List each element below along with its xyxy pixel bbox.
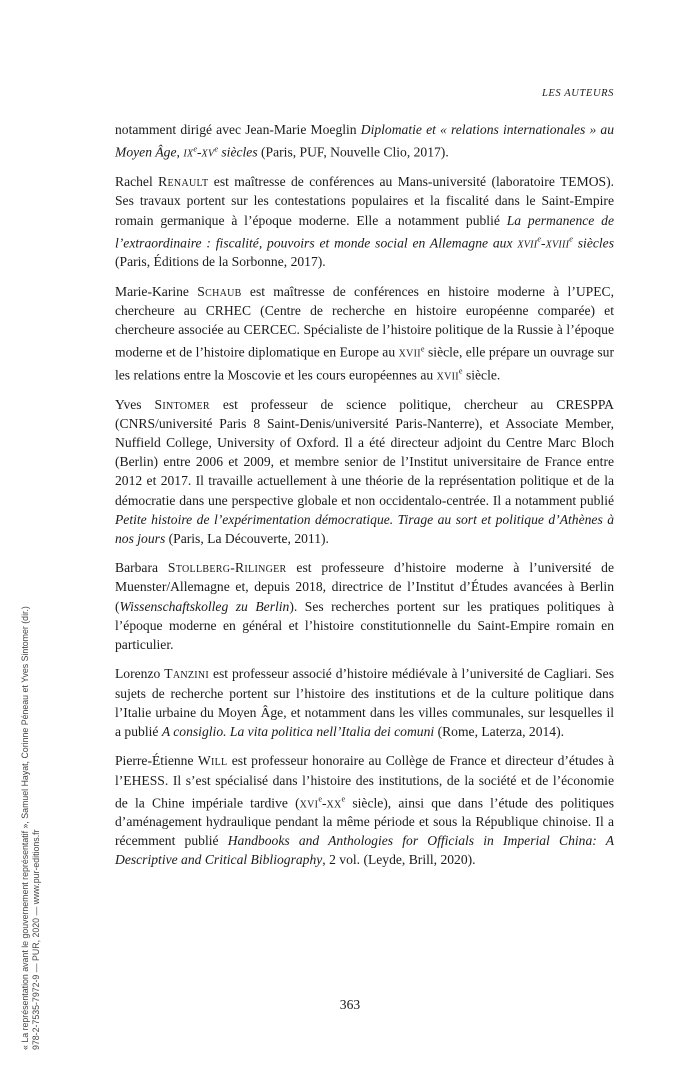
entry-text: est professeur associé d’histoire médiévale à l’université de Cagliari. Ses sujets de recherche portent sur l’histoire des institutions et de la culture politique dans l’Italie urbaine du Moyen Âge, et notamment dans les villes communales, sur lesquelles il a publié (115, 666, 615, 739)
author-surname: Renault (158, 174, 209, 190)
page-number: 363 (339, 997, 361, 1012)
author-surname: Tanzini (164, 666, 210, 682)
author-entry (115, 172, 614, 271)
italic-title: Wissenschaftskolleg zu Berlin (119, 598, 290, 614)
author-entry (115, 751, 614, 869)
entry-text: est professeur honoraire au Collège de France et directeur d’études à l’EHESS. Il s’est spécialisé dans l’histoire des institutions, de la société et de l’économie de la Chine impériale tardive ( (115, 753, 615, 811)
entry-text: siècle. (462, 367, 501, 383)
running-head: LES AUTEURS (541, 88, 614, 99)
entry-text: Marie-Karine (115, 283, 198, 299)
sidebar-isbn: 978-2-7535-7972-9 — PUR, 2020 — www.pur-editions.fr (31, 829, 41, 1050)
entry-text: Pierre-Étienne (115, 753, 198, 769)
italic-title: xviii (545, 235, 570, 251)
italic-title: xvii (517, 235, 538, 251)
entry-text: est maîtresse de conférences en histoire moderne à l’UPEC, chercheure au CRHEC (Centre de recherche en histoire européenne comparée) et chercheure associée au CERCEC. Spécialiste de l’histoire politique de la Russie à l’époque moderne et de l’histoire diplomatique en Europe au (115, 283, 615, 360)
entry-text: (Paris, PUF, Nouvelle Clio, 2017). (257, 144, 449, 160)
entry-text: notamment dirigé avec Jean-Marie Moeglin (115, 122, 361, 137)
entry-text: est professeure d’histoire moderne à l’université de Muenster/Allemagne et, depuis 2018, directrice de l’Institut d’Études avancées à Berlin ( (115, 560, 614, 614)
superscript: e (537, 234, 542, 244)
author-surname: xvi (299, 795, 319, 811)
authors-list (115, 120, 614, 880)
superscript: e (341, 794, 346, 804)
entry-text: (Paris, La Découverte, 2011). (165, 530, 329, 546)
superscript: e (458, 366, 463, 376)
superscript: e (420, 344, 425, 354)
entry-text: Rachel (115, 174, 159, 190)
italic-title: Diplomatie et « relations internationales » au Moyen Âge, (115, 122, 614, 160)
italic-title: - (197, 144, 202, 160)
italic-title: xv (201, 144, 215, 160)
italic-title: siècles (572, 235, 614, 251)
italic-title: - (541, 235, 546, 251)
entry-text: est professeur de science politique, chercheur au CRESPPA (CNRS/université Paris 8 Saint-Denis/université Paris-Nanterre), et Associate Member, Nuffield College, University of Oxford. Il a été directeur adjoint du Centre Marc Bloch (Berlin) entre 2006 et 2009, et membre senior de l’Institut universitaire de France entre 2012 et 2017. Il travaille actuellement à une théorie de la représentation politique et de la démocratie dans une perspective globale et non occidentalo-centrée. Il a notamment publié (115, 397, 614, 508)
author-entry (115, 282, 614, 385)
entry-text: - (321, 795, 327, 811)
superscript: e (318, 794, 322, 804)
entry-text: (Paris, Éditions de la Sorbonne, 2017). (115, 254, 326, 270)
entry-text: est maîtresse de conférences au Mans-université (laboratoire TEMOS). Ses travaux portent sur les contestations populaires et la fiscalité dans le Saint-Empire romain germanique à l’époque moderne. Elle a notamment publié (115, 174, 614, 228)
entry-text: (Rome, Laterza, 2014). (434, 723, 565, 739)
author-surname: Sintomer (154, 397, 210, 413)
superscript: e (214, 144, 218, 154)
entry-text: siècle, elle prépare un ouvrage sur les relations entre la Moscovie et les cours européennes au (115, 344, 614, 383)
sidebar-citation: « La représentation avant le gouvernement représentatif », Samuel Hayat, Corinne Péneau et Yves Sintomer (dir.) (20, 606, 30, 1050)
italic-title: A consiglio. La vita politica nell’Italia dei comuni (161, 723, 435, 739)
author-entry (115, 395, 614, 548)
author-entry (115, 664, 614, 740)
superscript: e (193, 144, 197, 154)
italic-title: ix (183, 144, 194, 160)
publication-sidebar (20, 490, 42, 1050)
italic-title: Petite histoire de l’expérimentation démocratique. Tirage au sort et politique d’Athènes à nos jours (115, 511, 614, 546)
italic-title: Handbooks and Anthologies for Officials in Imperial China: A Descriptive and Critical Bibliography (115, 833, 614, 868)
author-entry (115, 120, 614, 162)
author-surname: xvii (398, 344, 421, 360)
entry-text: , 2 vol. (Leyde, Brill, 2020). (322, 852, 476, 868)
author-entry (115, 558, 614, 653)
entry-text: Lorenzo (115, 666, 165, 682)
entry-text: Yves (115, 397, 155, 413)
entry-text: ). Ses recherches portent sur les pratiques politiques à l’époque moderne en général et l’histoire constitutionnelle du Saint-Empire romain en particulier. (115, 598, 614, 652)
author-surname: Stollberg-Rilinger (167, 560, 287, 576)
superscript: e (569, 234, 573, 244)
italic-title: siècles (217, 144, 258, 160)
author-surname: xx (326, 795, 342, 811)
author-surname: xvii (436, 367, 459, 383)
entry-text: siècle), ainsi que dans l’étude des politiques d’aménagement hydraulique pendant la même période et sous la République chinoise. Il a récemment publié (115, 795, 615, 849)
author-surname: Schaub (197, 283, 242, 299)
italic-title: La permanence de l’extraordinaire : fiscalité, pouvoirs et monde social en Allemagne aux (115, 212, 614, 251)
author-surname: Will (197, 753, 228, 769)
entry-text: Barbara (115, 560, 168, 576)
